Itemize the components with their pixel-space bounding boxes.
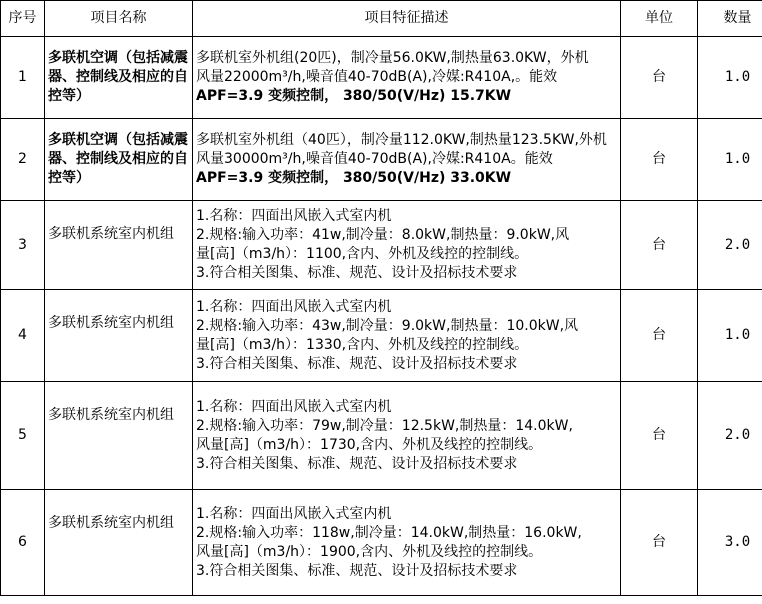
row-qty: 1.0 (698, 119, 762, 201)
row-qty: 2.0 (698, 201, 762, 290)
desc-line: 1.名称：四面出风嵌入式室内机 (196, 298, 392, 315)
row-no: 4 (1, 290, 45, 382)
desc-line: 2.规格:输入功率：41w,制冷量：8.0kW,制热量：9.0kW,风 (196, 227, 570, 243)
header-desc: 项目特征描述 (193, 1, 621, 37)
row-desc (193, 382, 621, 490)
row-name: 多联机系统室内机组 (45, 290, 193, 382)
row-desc (193, 201, 621, 290)
row-unit: 台 (621, 119, 698, 201)
table-row (1, 37, 762, 119)
row-qty: 2.0 (698, 382, 762, 490)
header-row (1, 1, 762, 37)
row-name: 多联机空调（包括减震器、控制线及相应的自控等） (45, 119, 193, 201)
row-no: 6 (1, 490, 45, 596)
desc-line: 3.符合相关图集、标准、规范、设计及招标技术要求 (196, 265, 518, 281)
desc-line: 2.规格:输入功率：118w,制冷量：14.0kW,制热量：16.0kW, (196, 524, 582, 541)
row-unit: 台 (621, 490, 698, 596)
desc-line: 3.符合相关图集、标准、规范、设计及招标技术要求 (196, 455, 518, 472)
desc-line: 风量[高]（m3/h）：1730,含内、外机及线控的控制线。 (196, 436, 543, 453)
header-no: 序号 (1, 1, 45, 37)
row-desc (193, 490, 621, 596)
row-unit: 台 (621, 201, 698, 290)
row-desc (193, 37, 621, 119)
row-no: 5 (1, 382, 45, 490)
row-desc (193, 119, 621, 201)
desc-line: 1.名称：四面出风嵌入式室内机 (196, 398, 392, 415)
desc-line: APF=3.9 变频控制， 380/50(V/Hz) 33.0KW (196, 170, 512, 186)
desc-line: 量[高]（m3/h）：1330,含内、外机及线控的控制线。 (196, 336, 529, 353)
desc-line: 3.符合相关图集、标准、规范、设计及招标技术要求 (196, 355, 518, 372)
row-name: 多联机系统室内机组 (45, 490, 193, 596)
desc-line: 2.规格:输入功率：79w,制冷量：12.5kW,制热量：14.0kW, (196, 417, 573, 434)
row-unit: 台 (621, 290, 698, 382)
row-name: 多联机系统室内机组 (45, 201, 193, 290)
table-row (1, 290, 762, 382)
row-qty: 1.0 (698, 37, 762, 119)
desc-line: 2.规格:输入功率：43w,制冷量：9.0kW,制热量：10.0kW,风 (196, 317, 579, 334)
desc-line: 1.名称：四面出风嵌入式室内机 (196, 505, 392, 522)
table-row (1, 490, 762, 596)
header-name: 项目名称 (45, 1, 193, 37)
row-desc (193, 290, 621, 382)
table-row (1, 201, 762, 290)
row-name: 多联机空调（包括减震器、控制线及相应的自控等） (45, 37, 193, 119)
desc-line: 3.符合相关图集、标准、规范、设计及招标技术要求 (196, 562, 518, 579)
row-no: 2 (1, 119, 45, 201)
row-unit: 台 (621, 37, 698, 119)
desc-line: 风量[高]（m3/h）：1900,含内、外机及线控的控制线。 (196, 543, 543, 560)
desc-line: 多联机室外机组（40匹），制冷量112.0KW,制热量123.5KW,外机 (196, 132, 607, 148)
header-unit: 单位 (621, 1, 698, 37)
desc-line: APF=3.9 变频控制， 380/50(V/Hz) 15.7KW (196, 88, 512, 104)
desc-line: 风量22000m³/h,噪音值40-70dB(A),冷媒:R410A,。能效 (196, 69, 558, 85)
row-qty: 1.0 (698, 290, 762, 382)
table-row (1, 119, 762, 201)
header-qty: 数量 (698, 1, 762, 37)
table-row (1, 382, 762, 490)
desc-line: 风量30000m³/h,噪音值40-70dB(A),冷媒:R410A。能效 (196, 151, 553, 167)
desc-line: 多联机室外机组(20匹)，制冷量56.0KW,制热量63.0KW，外机 (196, 50, 589, 66)
desc-line: 量[高]（m3/h）：1100,含内、外机及线控的控制线。 (196, 246, 529, 262)
row-unit: 台 (621, 382, 698, 490)
row-qty: 3.0 (698, 490, 762, 596)
row-no: 1 (1, 37, 45, 119)
row-no: 3 (1, 201, 45, 290)
row-name: 多联机系统室内机组 (45, 382, 193, 490)
desc-line: 1.名称：四面出风嵌入式室内机 (196, 208, 392, 224)
